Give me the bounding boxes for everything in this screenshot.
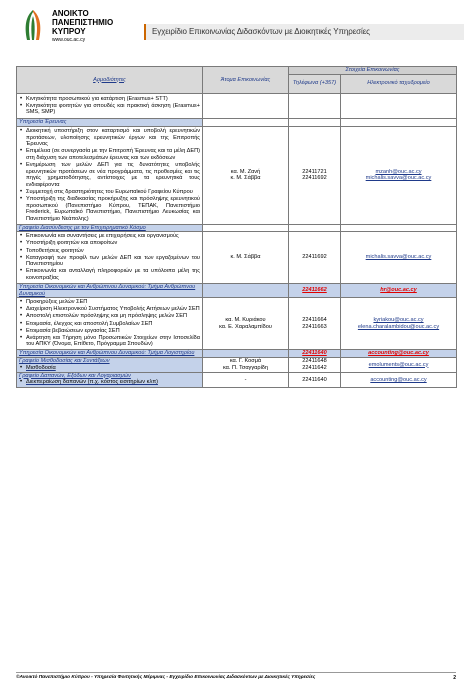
phone-cell	[289, 298, 341, 350]
university-logo-icon	[16, 6, 50, 52]
list-item: • Ετοιμασία, έλεγχος και αποστολή Συμβολαίων ΣΕΠ	[26, 321, 200, 328]
phone-cell	[289, 357, 341, 372]
responsibility-cell	[17, 372, 203, 388]
list-item: • Συμμετοχή στις δραστηριότητες του Ευρωπαϊκού Γραφείου Κύπρου	[26, 189, 200, 196]
phone-number: 22411663	[302, 323, 327, 330]
list-item: • Διοικητική υποστήριξη στον καταρτισμό και υποβολή ερευνητικών προτάσεων, υλοποίησης ερευνητικών έργων και της Επιτροπής Έρευνας	[26, 128, 200, 148]
table-row	[17, 232, 457, 284]
list-item: • Μισθοδοσία	[26, 365, 200, 372]
section-row-hr	[17, 284, 457, 298]
table-row	[17, 298, 457, 350]
email-link[interactable]: accounting@ouc.ac.cy	[370, 376, 427, 383]
email-link[interactable]: elena.charalambidou@ouc.ac.cy	[357, 323, 440, 330]
contact-person-cell	[203, 372, 289, 388]
section-row-expenses	[17, 372, 457, 388]
contact-person: κα. Μ. Κυριάκου	[225, 317, 266, 324]
section-title-liaison: Γραφείο Διασύνδεσης με τον Επιχειρηματικό Κόσμο	[17, 224, 203, 232]
header-contacts: Άτομα Επικοινωνίας	[203, 67, 289, 94]
accounting-email-link[interactable]: accounting@ouc.ac.cy	[341, 350, 457, 358]
logo-line-3: ΚΥΠΡΟΥ	[52, 27, 86, 36]
header-phones: Τηλέφωνα (+357)	[289, 74, 341, 93]
list-item: • Επικοινωνία και συναντήσεις με επιχειρήσεις και οργανισμούς	[26, 233, 200, 240]
phone-cell	[289, 126, 341, 224]
section-title-accounting: Υπηρεσία Οικονομικών και Ανθρώπινου Δυναμικού: Τμήμα Λογιστηρίου	[17, 350, 203, 358]
email-cell	[341, 232, 457, 284]
phone-number: 22411692	[302, 254, 327, 261]
contact-person-cell	[203, 232, 289, 284]
email-cell	[341, 372, 457, 388]
list-item: • Υποστήριξη της διαδικασίας προκήρυξης και πρόσληψης ερευνητικού προσωπικού (Πανεπιστήμιο Κύπρου, ΤΕΠΑΚ, Πανεπιστήμιο Frederick, Ευρωπαϊκό Πανεπιστήμιο, Πανεπιστήμιο Λευκωσίας και Πανεπιστήμιο Νεάπολης)	[26, 196, 200, 222]
table-row	[17, 126, 457, 224]
contact-person-cell	[203, 357, 289, 372]
phone-cell	[289, 232, 341, 284]
list-item: • Τοποθετήσεις φοιτητών	[26, 248, 200, 255]
phone-number: 22411648	[302, 358, 327, 365]
title-bar	[144, 24, 464, 40]
section-row-accounting	[17, 350, 457, 358]
hr-email-link[interactable]: hr@ouc.ac.cy	[341, 284, 457, 298]
header-contact-details: Στοιχεία Επικοινωνίας	[289, 67, 457, 75]
email-link[interactable]: kyriakou@ouc.ac.cy	[373, 317, 424, 324]
list-item: • Αποστολή επιστολών πρόσληψης και μη πρόσληψης μελών ΣΕΠ	[26, 313, 200, 320]
header-responsibilities: Αρμοδιότητες	[17, 67, 203, 94]
responsibility-cell	[17, 126, 203, 224]
table-row	[17, 93, 457, 119]
list-item: • Επικοινωνία και ανταλλαγή πληροφοριών με τα υπόλοιπα μέλη της κοινοπραξίας	[26, 268, 200, 281]
contact-person: κα. Μ. Ζανή	[230, 168, 261, 175]
responsibility-cell	[17, 93, 203, 119]
list-item: • Διεκπεραίωση δαπανών (π.χ. κόστος εισιτηρίων κλπ)	[26, 379, 200, 386]
logo-url: www.ouc.ac.cy	[52, 37, 86, 43]
contact-person: -	[244, 376, 247, 383]
contact-person: κα. Γ. Κοσμά	[229, 358, 262, 365]
logo-wordmark	[52, 9, 113, 45]
list-item: • Καταγραφή των προφίλ των μελών ΔΕΠ και των εργαζομένων του Πανεπιστημίου	[26, 255, 200, 268]
logo-line-1: ΑΝΟΙΚΤΟ	[52, 9, 89, 18]
email-cell	[341, 126, 457, 224]
logo-line-2: ΠΑΝΕΠΙΣΤΗΜΙΟ	[52, 18, 114, 27]
page-number: 2	[453, 675, 456, 681]
accounting-phone: 22411640	[289, 350, 341, 358]
contact-person-cell	[203, 126, 289, 224]
section-title-expenses: Γραφείο Δαπανών, Εξόδων και Λογαριασμών	[19, 372, 131, 379]
phone-cell	[289, 372, 341, 388]
email-cell	[341, 357, 457, 372]
document-title: Εγχειρίδιο Επικοινωνίας Διδασκόντων με Διοικητικές Υπηρεσίες	[152, 27, 370, 36]
phone-number: 22411664	[302, 317, 327, 324]
header-email: Ηλεκτρονικό ταχυδρομείο	[341, 74, 457, 93]
section-row-research	[17, 119, 457, 127]
phone-number: 22411692	[302, 175, 327, 182]
section-title-hr: Υπηρεσία Οικονομικών και Ανθρώπινου Δυναμικού: Τμήμα Ανθρώπινου Δυναμικού	[17, 284, 203, 298]
phone-number: 22411640	[302, 376, 327, 383]
contact-person: κ. Μ. Σάββα	[230, 175, 261, 182]
list-item: • Ενημέρωση των μελών ΔΕΠ για τις δυνατότητες υποβολής ερευνητικών προτάσεων σε νέα προγράμματα, τις προθεσμίες και τις πηγές χρηματοδότησης, αντίστοιχες με τα ερευνητικά τους ενδιαφέροντα	[26, 162, 200, 188]
list-item: • Προκηρύξεις μελών ΣΕΠ	[26, 299, 200, 306]
contact-person: κα. Π. Τσαγγαρίδη	[222, 364, 269, 371]
list-item: • Κινητικότητα φοιτητών για σπουδές και πρακτική άσκηση (Erasmus+ SMS, SMP)	[26, 103, 200, 116]
section-title-research: Υπηρεσία Έρευνας	[17, 119, 203, 127]
responsibility-cell	[17, 357, 203, 372]
contact-person: κα. Ε. Χαραλαμπίδου	[219, 323, 272, 330]
list-item: • Ανάρτηση και Τήρηση μόνο Προσωπικών Στοιχείων στην Ιστοσελίδα του ΑΠΚΥ (Όνομα, Επίθετο, Πρόγραμμα Σπουδών)	[26, 335, 200, 348]
section-title-payroll: Γραφείο Μισθοδοσίας και Συντάξεων	[19, 357, 110, 364]
phone-number: 22411642	[302, 364, 327, 371]
email-cell	[341, 298, 457, 350]
email-link[interactable]: mzanh@ouc.ac.cy	[375, 168, 422, 175]
section-row-liaison	[17, 224, 457, 232]
responsibility-cell	[17, 232, 203, 284]
list-item: • Διαχείριση Ηλεκτρονικού Συστήματος Υποβολής Αιτήσεων μελών ΣΕΠ	[26, 306, 200, 313]
hr-phone: 22411662	[289, 284, 341, 298]
list-item: • Επιμέλεια (σε συνεργασία με την Επιτροπή Έρευνας και τα μέλη ΔΕΠ) στη διάχυση των αποτελεσμάτων έρευνας και των εκδόσεων	[26, 148, 200, 161]
page-footer	[16, 672, 456, 683]
responsibility-cell	[17, 298, 203, 350]
section-row-payroll	[17, 357, 457, 372]
list-item: • Υποστήριξη φοιτητών και αποφοίτων	[26, 240, 200, 247]
email-link[interactable]: emoluments@ouc.ac.cy	[368, 361, 429, 368]
footer-text: ©Ανοικτό Πανεπιστήμιο Κύπρου - Υπηρεσία Φοιτητικής Μέριμνας - Εγχειρίδιο Επικοινωνίας Διδασκόντων με Διοικητικές Υπηρεσίες	[16, 675, 316, 680]
phone-number: 22411721	[302, 168, 327, 175]
list-item: • Ετοιμασία βεβαιώσεων εργασίας ΣΕΠ	[26, 328, 200, 335]
email-link[interactable]: michalis.savva@ouc.ac.cy	[365, 175, 432, 182]
email-link[interactable]: michalis.savva@ouc.ac.cy	[365, 254, 432, 261]
contact-person: κ. Μ. Σάββα	[230, 254, 261, 261]
contact-person-cell	[203, 298, 289, 350]
page-header	[16, 6, 456, 52]
contacts-table	[16, 66, 457, 388]
list-item: • Κινητικότητα προσωπικού για κατάρτιση (Erasmus+ STT)	[26, 96, 200, 103]
